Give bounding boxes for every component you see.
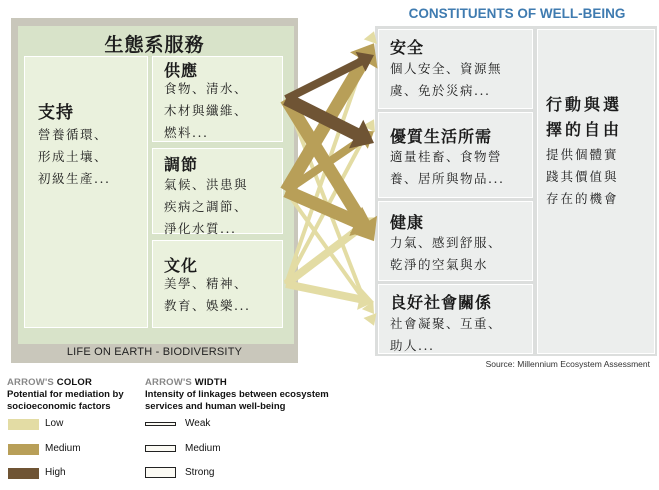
basic-material-title: 優質生活所需 <box>390 127 493 146</box>
legend-label-medium: Medium <box>45 443 81 454</box>
freedom-title: 行動與選 擇的自由 <box>546 95 623 139</box>
security-body: 個人安全、資源無 虞、免於災病... <box>390 61 503 98</box>
source-note: Source: Millennium Ecosystem Assessment <box>485 359 650 369</box>
social-relations-body: 社會凝聚、互重、 助人... <box>390 316 503 353</box>
well-being-heading: CONSTITUENTS OF WELL-BEING <box>408 6 626 21</box>
legend-color-heading <box>7 377 92 388</box>
legend-label-weak: Weak <box>185 418 211 429</box>
legend-width-prefix: ARROW'S <box>145 377 192 388</box>
legend-width-medium <box>145 445 176 452</box>
legend-width-strong <box>145 467 176 478</box>
provisioning-title: 供應 <box>164 61 199 80</box>
arrowhead-provisioning-to-social_relations <box>363 313 376 326</box>
legend-width-description: Intensity of linkages between ecosystem services and human well-being <box>145 389 329 412</box>
cultural-body: 美學、精神、 教育、娛樂... <box>164 276 251 313</box>
legend-color-prefix: ARROW'S <box>7 377 54 388</box>
legend-label-medium-width: Medium <box>185 443 221 454</box>
legend-swatch-medium <box>8 444 39 455</box>
regulating-title: 調節 <box>164 155 199 174</box>
legend-label-high: High <box>45 467 66 478</box>
freedom-body: 提供個體實 踐其價值與 存在的機會 <box>546 147 619 206</box>
provisioning-body: 食物、清水、 木材與纖維、 燃料... <box>164 81 249 140</box>
legend-swatch-high <box>8 468 39 479</box>
legend-width-heading <box>145 377 227 388</box>
arrowhead-cultural-to-security <box>364 31 377 44</box>
legend-color-bold: COLOR <box>56 377 93 388</box>
legend-width-weak <box>145 422 176 426</box>
basic-material-body: 適量桂畜、食物營 養、居所與物品... <box>390 149 505 186</box>
health-title: 健康 <box>390 213 425 232</box>
biodiversity-footer: LIFE ON EARTH - BIODIVERSITY <box>66 346 243 358</box>
health-body: 力氣、感到舒服、 乾淨的空氣與水 <box>390 235 503 272</box>
legend-width-bold: WIDTH <box>194 377 227 388</box>
security-title: 安全 <box>390 38 425 57</box>
ecosystem-services-title: 生態系服務 <box>104 34 205 56</box>
supporting-body: 營養循環、 形成土壤、 初級生產... <box>38 127 111 186</box>
legend-color-description: Potential for mediation by socioeconomic factors <box>7 389 124 412</box>
legend-swatch-low <box>8 419 39 430</box>
legend-label-low: Low <box>45 418 64 429</box>
cultural-title: 文化 <box>164 256 199 275</box>
supporting-title: 支持 <box>38 103 74 123</box>
regulating-body: 氣候、洪患與 疾病之調節、 淨化水質... <box>164 177 249 236</box>
social-relations-title: 良好社會關係 <box>390 293 493 312</box>
legend-label-strong: Strong <box>185 467 215 478</box>
